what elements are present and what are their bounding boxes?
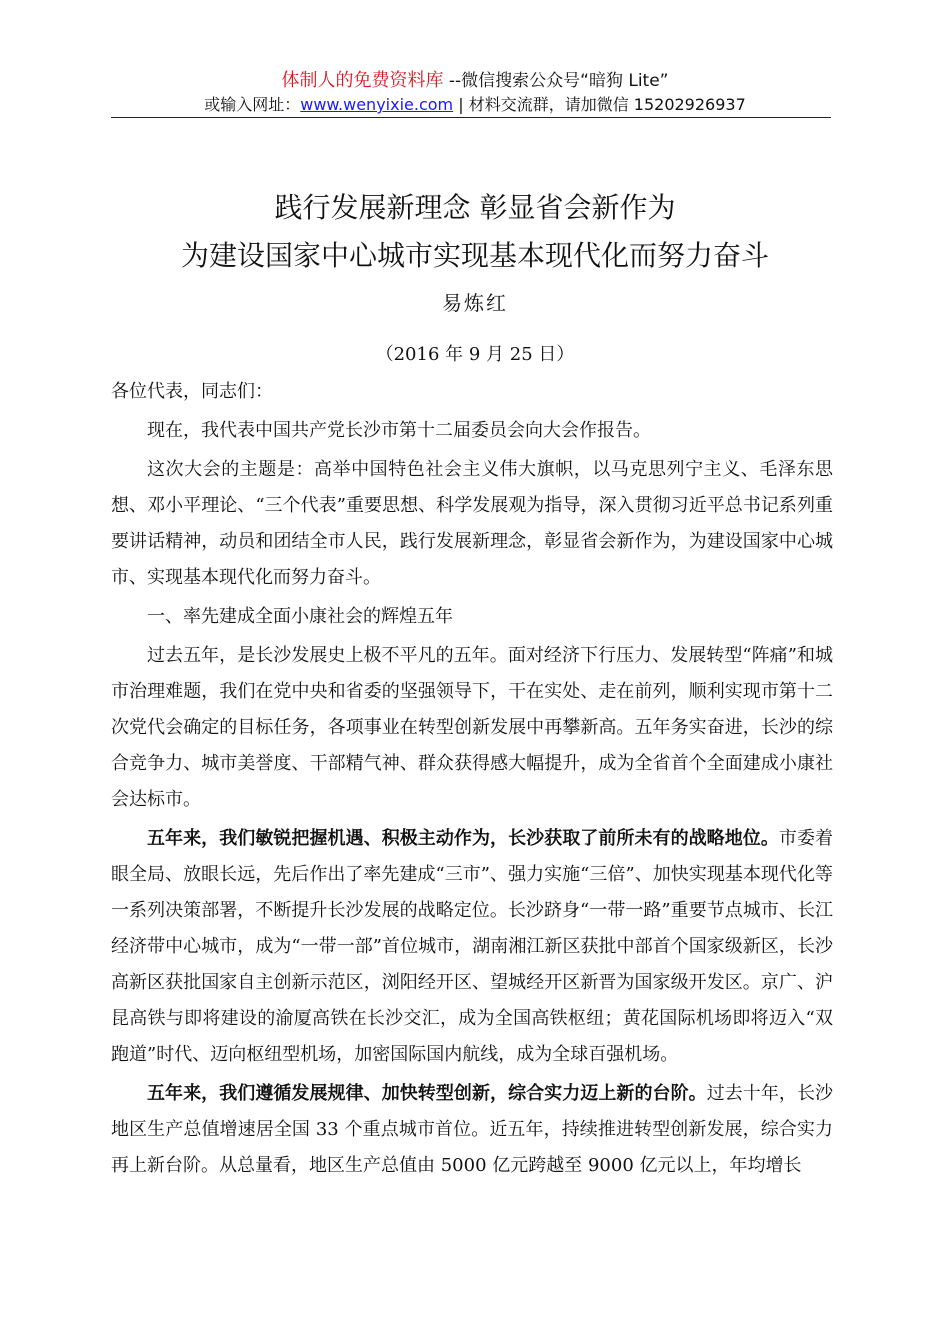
header-wechat-note: --微信搜索公众号“暗狗 Lite” — [443, 71, 669, 91]
doc-body — [111, 374, 833, 1184]
header-line-2 — [0, 94, 950, 116]
salutation: 各位代表，同志们： — [111, 381, 273, 402]
paragraph-five-years: 过去五年，是长沙发展史上极不平凡的五年。面对经济下行压力、发展转型“阵痛”和城市治理难题，我们在党中央和省委的坚强领导下，干在实处、走在前列，顺利实现市第十二次党代会确定的目标任务，各项事业在转型创新发展中再攀新高。五年务实奋进，长沙的综合竞争力、城市美誉度、干部精气神、群众获得感大幅提升，成为全省首个全面建成小康社会达标市。 — [111, 645, 833, 810]
section-heading-1: 一、率先建成全面小康社会的辉煌五年 — [147, 606, 453, 627]
paragraph-economic-strength — [111, 1076, 833, 1184]
paragraph-lead-bold: 五年来，我们敏锐把握机遇、积极主动作为，长沙获取了前所未有的战略地位。 — [147, 828, 779, 849]
header-url-link[interactable]: www.wenyixie.com — [300, 95, 454, 114]
paragraph-text: 市委着眼全局、放眼长远，先后作出了率先建成“三市”、强力实施“三倍”、加快实现基本现代化等一系列决策部署，不断提升长沙发展的战略定位。长沙跻身“一带一路”重要节点城市、长江经济带中心城市，成为“一带一部”首位城市，湖南湘江新区获批中部首个国家级新区，长沙高新区获批国家自主创新示范区，浏阳经开区、望城经开区新晋为国家级开发区。京广、沪昆高铁与即将建设的渝厦高铁在长沙交汇，成为全国高铁枢纽；黄花国际机场即将迈入“双跑道”时代、迈向枢纽型机场，加密国际国内航线，成为全球百强机场。 — [111, 828, 833, 1065]
header-url-prefix: 或输入网址： — [204, 95, 301, 114]
doc-author: 易炼红 — [442, 291, 508, 315]
doc-title-line-1: 践行发展新理念 彰显省会新作为 — [274, 191, 676, 224]
paragraph-lead-bold: 五年来，我们遵循发展规律、加快转型创新，综合实力迈上新的台阶。 — [147, 1083, 707, 1104]
header-line-1 — [0, 70, 950, 92]
page-header — [0, 70, 950, 116]
header-divider — [111, 117, 831, 118]
paragraph-intro: 现在，我代表中国共产党长沙市第十二届委员会向大会作报告。 — [147, 420, 651, 441]
doc-date: （2016 年 9 月 25 日） — [375, 344, 575, 365]
header-contact: | 材料交流群，请加微信 15202926937 — [453, 95, 746, 114]
doc-title-line-2: 为建设国家中心城市实现基本现代化而努力奋斗 — [180, 239, 769, 272]
header-brand: 体制人的免费资料库 — [281, 70, 444, 91]
paragraph-text: 过去十年，长沙地区生产总值增速居全国 33 个重点城市首位。近五年，持续推进转型创新发展，综合实力再上新台阶。从总量看，地区生产总值由 5000 亿元跨越至 9000 亿元以上，年均增长 — [111, 1083, 834, 1176]
paragraph-strategic-position — [111, 821, 833, 1073]
paragraph-theme: 这次大会的主题是：高举中国特色社会主义伟大旗帜，以马克思列宁主义、毛泽东思想、邓小平理论、“三个代表”重要思想、科学发展观为指导，深入贯彻习近平总书记系列重要讲话精神，动员和团结全市人民，践行发展新理念，彰显省会新作为，为建设国家中心城市、实现基本现代化而努力奋斗。 — [111, 459, 833, 588]
